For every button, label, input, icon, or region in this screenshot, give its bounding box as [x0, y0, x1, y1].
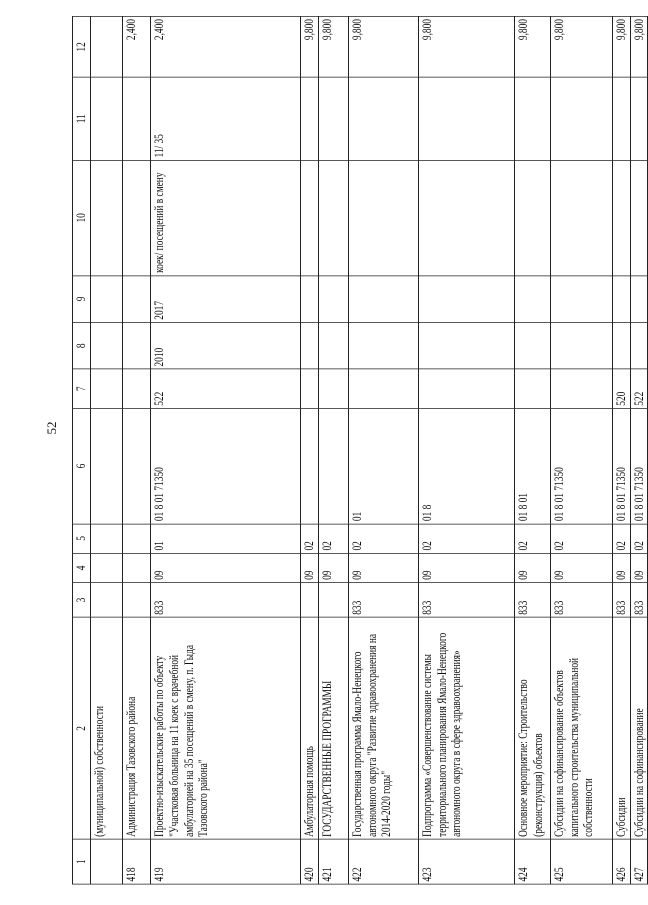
table-cell-col9: [91, 276, 123, 323]
table-cell-col1: 422: [348, 839, 418, 884]
table-cell-col3: [318, 583, 348, 618]
table-cell-col4: 09: [348, 553, 418, 582]
table-cell-col2: Администрация Тазовского района: [123, 617, 151, 839]
table-cell-col1: 423: [418, 839, 514, 884]
table-cell-col4: 09: [514, 553, 550, 582]
table-cell-col6: 01 8 01 71350: [612, 408, 630, 523]
table-row: [301, 16, 319, 884]
table-cell-col12: 9,800: [418, 16, 514, 77]
table-cell-col6: 01 8: [418, 408, 514, 523]
table-cell-col8: [301, 322, 319, 369]
table-cell-col3: [91, 583, 123, 618]
table-cell-col3: [301, 583, 319, 618]
table-cell-col10: [418, 160, 514, 275]
table-cell-col2: ГОСУДАРСТВЕННЫЕ ПРОГРАММЫ: [318, 617, 348, 839]
table-cell-col5: 02: [612, 524, 630, 553]
table-cell-col7: 520: [612, 369, 630, 408]
table-cell-col3: 833: [151, 583, 301, 618]
table-cell-col1: [91, 839, 123, 884]
header-cell: 5: [73, 524, 91, 553]
table-cell-col5: 02: [630, 524, 648, 553]
table-cell-col8: 2010: [151, 322, 301, 369]
table-cell-col9: [514, 276, 550, 323]
table-cell-col7: [550, 369, 612, 408]
table-cell-col1: 427: [630, 839, 648, 884]
table-cell-col7: 522: [630, 369, 648, 408]
table-cell-col11: [91, 77, 123, 160]
table-cell-col9: [348, 276, 418, 323]
table-cell-col12: 9,800: [630, 16, 648, 77]
table-row: [550, 16, 612, 884]
table-cell-col2: Государственная программа Ямало-Ненецкого автономного округа "Развитие здравоохранения на 2014-2020 годы": [348, 617, 418, 839]
table-cell-col5: [123, 524, 151, 553]
table-cell-col9: [123, 276, 151, 323]
table-cell-col3: 833: [612, 583, 630, 618]
table-cell-col2: Субсидии на софинансирование: [630, 617, 648, 839]
page-number: 52: [44, 421, 59, 435]
table-cell-col6: 01: [348, 408, 418, 523]
table-cell-col1: 418: [123, 839, 151, 884]
table-cell-col4: 09: [612, 553, 630, 582]
table-cell-col8: [91, 322, 123, 369]
header-cell: 9: [73, 276, 91, 323]
table-cell-col2: Амбулаторная помощь: [301, 617, 319, 839]
table-cell-col1: 419: [151, 839, 301, 884]
table-cell-col7: [318, 369, 348, 408]
table-cell-col1: 421: [318, 839, 348, 884]
table-cell-col10: [612, 160, 630, 275]
table-cell-col4: [123, 553, 151, 582]
table-cell-col6: 01 8 01 71350: [550, 408, 612, 523]
table-cell-col8: [630, 322, 648, 369]
table-cell-col9: [550, 276, 612, 323]
table-cell-col8: [612, 322, 630, 369]
table-cell-col4: 09: [550, 553, 612, 582]
table-cell-col4: 09: [630, 553, 648, 582]
table-row: [318, 16, 348, 884]
header-cell: 3: [73, 583, 91, 618]
table-cell-col7: [514, 369, 550, 408]
table-cell-col7: [123, 369, 151, 408]
table-cell-col7: 522: [151, 369, 301, 408]
table-cell-col7: [348, 369, 418, 408]
table-cell-col5: 02: [348, 524, 418, 553]
table-cell-col2: Основное мероприятие: Строительство (реконструкция) объектов: [514, 617, 550, 839]
table-cell-col8: [123, 322, 151, 369]
table-cell-col6: 01 8 01: [514, 408, 550, 523]
table-cell-col11: [418, 77, 514, 160]
table-cell-col2: Субсидии: [612, 617, 630, 839]
table-cell-col4: 09: [301, 553, 319, 582]
table-cell-col10: [318, 160, 348, 275]
table-row: [151, 16, 301, 884]
table-cell-col1: 420: [301, 839, 319, 884]
table-row: [612, 16, 630, 884]
table-cell-col1: 424: [514, 839, 550, 884]
header-cell: 2: [73, 617, 91, 839]
table-cell-col7: [91, 369, 123, 408]
table-cell-col10: [91, 160, 123, 275]
table-cell-col3: 833: [418, 583, 514, 618]
header-cell: 7: [73, 369, 91, 408]
table-cell-col8: [550, 322, 612, 369]
rotated-table-container: [72, 16, 646, 885]
table-cell-col12: 9,800: [550, 16, 612, 77]
table-cell-col3: 833: [348, 583, 418, 618]
table-cell-col3: 833: [550, 583, 612, 618]
header-cell: 12: [73, 16, 91, 77]
table-cell-col8: [514, 322, 550, 369]
table-cell-col9: [630, 276, 648, 323]
table-cell-col12: 9,800: [514, 16, 550, 77]
table-cell-col6: [318, 408, 348, 523]
table-cell-col8: [348, 322, 418, 369]
table-cell-col12: 9,800: [318, 16, 348, 77]
header-row: [73, 16, 91, 884]
table-cell-col9: [318, 276, 348, 323]
table-cell-col5: 02: [514, 524, 550, 553]
table-cell-col3: 833: [630, 583, 648, 618]
table-cell-col4: [91, 553, 123, 582]
table-row: [514, 16, 550, 884]
header-cell: 1: [73, 839, 91, 884]
table-cell-col11: [514, 77, 550, 160]
header-cell: 4: [73, 553, 91, 582]
table-cell-col6: [301, 408, 319, 523]
table-cell-col6: 01 8 01 71350: [151, 408, 301, 523]
table-cell-col5: 02: [318, 524, 348, 553]
table-cell-col2: Проектно-изыскательские работы по объекту "Участковая больница на 11 коек с врачебной амбулаторией на 35 посещений в смену, п. Гыда Тазовского района": [151, 617, 301, 839]
header-cell: 11: [73, 77, 91, 160]
table-cell-col3: [123, 583, 151, 618]
table-cell-col11: [630, 77, 648, 160]
table-cell-col11: [612, 77, 630, 160]
table-cell-col7: [418, 369, 514, 408]
table-cell-col10: [123, 160, 151, 275]
header-cell: 6: [73, 408, 91, 523]
table-cell-col2: Подпрограмма «Совершенствование системы территориального планирования Ямало-Ненецкого автономного округа в сфере здравоохранения»: [418, 617, 514, 839]
table-cell-col4: 09: [418, 553, 514, 582]
table-cell-col3: 833: [514, 583, 550, 618]
table-cell-col1: 426: [612, 839, 630, 884]
header-cell: 10: [73, 160, 91, 275]
table-cell-col12: 9,800: [348, 16, 418, 77]
table-cell-col5: 01: [151, 524, 301, 553]
table-cell-col5: [91, 524, 123, 553]
table-cell-col5: 02: [301, 524, 319, 553]
table-cell-col11: [348, 77, 418, 160]
table-cell-col9: [612, 276, 630, 323]
budget-table: [72, 16, 648, 885]
table-cell-col1: 425: [550, 839, 612, 884]
table-cell-col9: 2017: [151, 276, 301, 323]
table-cell-col8: [318, 322, 348, 369]
table-cell-col12: 2,400: [151, 16, 301, 77]
table-row: [91, 16, 123, 884]
table-cell-col11: 11/ 35: [151, 77, 301, 160]
table-header: [73, 16, 91, 884]
table-cell-col12: 9,800: [612, 16, 630, 77]
table-cell-col5: 02: [418, 524, 514, 553]
table-cell-col10: [630, 160, 648, 275]
table-cell-col6: [123, 408, 151, 523]
table-cell-col4: 09: [318, 553, 348, 582]
table-cell-col6: [91, 408, 123, 523]
table-cell-col7: [301, 369, 319, 408]
table-cell-col10: [550, 160, 612, 275]
table-cell-col5: 02: [550, 524, 612, 553]
table-row: [123, 16, 151, 884]
header-cell: 8: [73, 322, 91, 369]
table-row: [418, 16, 514, 884]
table-cell-col11: [123, 77, 151, 160]
table-cell-col10: [514, 160, 550, 275]
table-cell-col12: [91, 16, 123, 77]
table-cell-col12: 9,800: [301, 16, 319, 77]
table-cell-col4: 09: [151, 553, 301, 582]
table-cell-col2: (муниципальной) собственности: [91, 617, 123, 839]
table-cell-col12: 2,400: [123, 16, 151, 77]
table-cell-col8: [418, 322, 514, 369]
table-cell-col2: Субсидии на софинансирование объектов капитального строительства муниципальной собственности: [550, 617, 612, 839]
table-body: [91, 16, 648, 884]
table-cell-col10: [348, 160, 418, 275]
table-cell-col10: коек/ посещений в смену: [151, 160, 301, 275]
table-cell-col11: [318, 77, 348, 160]
table-row: [630, 16, 648, 884]
table-cell-col11: [301, 77, 319, 160]
table-cell-col6: 01 8 01 71350: [630, 408, 648, 523]
table-cell-col9: [418, 276, 514, 323]
table-cell-col10: [301, 160, 319, 275]
table-cell-col11: [550, 77, 612, 160]
table-row: [348, 16, 418, 884]
table-cell-col9: [301, 276, 319, 323]
